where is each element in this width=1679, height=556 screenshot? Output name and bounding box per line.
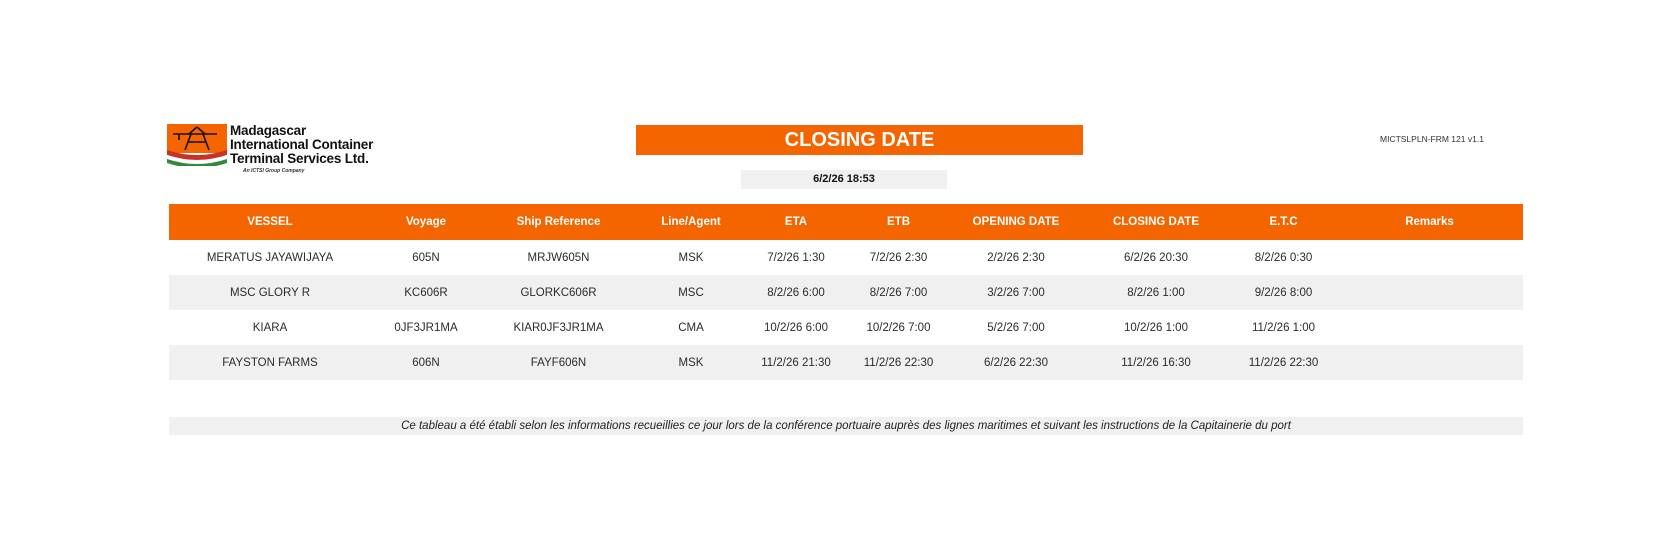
cell-closing-date: 8/2/26 1:00 [1081, 275, 1231, 310]
table-row [169, 310, 1523, 345]
table-header-row [169, 204, 1523, 240]
table-row [169, 345, 1523, 380]
column-header-ship-reference: Ship Reference [481, 204, 636, 240]
cell-line-agent: MSK [678, 251, 704, 264]
cell-voyage: 0JF3JR1MA [394, 321, 458, 334]
cell-ship-reference: KIAR0JF3JR1MA [513, 321, 604, 334]
closing-date-table [169, 204, 1523, 380]
crane-logo-icon [167, 124, 227, 166]
table-row [169, 275, 1523, 310]
cell-voyage: 605N [412, 251, 440, 264]
cell-line-agent: CMA [678, 321, 704, 334]
column-header-eta: ETA [746, 204, 846, 240]
cell-closing-date: 6/2/26 20:30 [1124, 251, 1188, 264]
cell-voyage: KC606R [371, 275, 481, 310]
column-header-line-agent: Line/Agent [636, 204, 746, 240]
page-title: CLOSING DATE [636, 125, 1083, 155]
cell-remarks [1336, 345, 1523, 380]
report-datetime: 6/2/26 18:53 [741, 170, 947, 189]
cell-remarks [1336, 240, 1523, 275]
cell-etc: 9/2/26 8:00 [1231, 275, 1336, 310]
cell-etc: 8/2/26 0:30 [1254, 251, 1313, 264]
cell-vessel: KIARA [252, 321, 288, 334]
cell-eta: 7/2/26 1:30 [767, 251, 825, 264]
cell-vessel: MERATUS JAYAWIJAYA [206, 251, 334, 264]
column-header-closing-date: CLOSING DATE [1081, 204, 1231, 240]
footer-note: Ce tableau a été établi selon les informations recueillies ce jour lors de la conférence portuaire auprès des lignes maritimes et suivant les instructions de la Capitainerie du port [169, 417, 1523, 435]
column-header-etb: ETB [846, 204, 951, 240]
cell-etc: 11/2/26 22:30 [1231, 345, 1336, 380]
cell-etb: 7/2/26 2:30 [869, 251, 928, 264]
company-name-line: International Container [230, 137, 374, 152]
cell-vessel: MSC GLORY R [169, 275, 371, 310]
company-tagline: An ICTSI Group Company [243, 168, 305, 174]
cell-eta: 10/2/26 6:00 [764, 321, 828, 334]
cell-line-agent: MSK [636, 345, 746, 380]
company-logo [167, 124, 382, 176]
cell-line-agent: MSC [636, 275, 746, 310]
company-name-line: Terminal Services Ltd. [230, 151, 369, 166]
cell-ship-reference: MRJW605N [527, 251, 590, 264]
cell-etb: 10/2/26 7:00 [866, 321, 931, 334]
cell-etb: 8/2/26 7:00 [846, 275, 951, 310]
cell-ship-reference: GLORKC606R [481, 275, 636, 310]
cell-remarks [1336, 275, 1523, 310]
column-header-vessel: VESSEL [169, 204, 371, 240]
cell-opening-date: 6/2/26 22:30 [951, 345, 1081, 380]
cell-etb: 11/2/26 22:30 [846, 345, 951, 380]
column-header-opening-date: OPENING DATE [951, 204, 1081, 240]
company-name [230, 124, 373, 166]
cell-eta: 11/2/26 21:30 [746, 345, 846, 380]
form-code: MICTSLPLN-FRM 121 v1.1 [1380, 134, 1484, 144]
cell-closing-date: 11/2/26 16:30 [1081, 345, 1231, 380]
cell-ship-reference: FAYF606N [481, 345, 636, 380]
column-header-remarks: Remarks [1336, 204, 1523, 240]
cell-opening-date: 5/2/26 7:00 [987, 321, 1045, 334]
column-header-etc: E.T.C [1231, 204, 1336, 240]
cell-closing-date: 10/2/26 1:00 [1124, 321, 1188, 334]
column-header-voyage: Voyage [371, 204, 481, 240]
cell-vessel: FAYSTON FARMS [169, 345, 371, 380]
table-row [169, 240, 1523, 275]
cell-opening-date: 2/2/26 2:30 [987, 251, 1045, 264]
company-name-line: Madagascar [230, 123, 307, 138]
cell-etc: 11/2/26 1:00 [1251, 321, 1316, 334]
cell-remarks [1336, 310, 1523, 345]
cell-opening-date: 3/2/26 7:00 [951, 275, 1081, 310]
cell-voyage: 606N [371, 345, 481, 380]
cell-eta: 8/2/26 6:00 [746, 275, 846, 310]
